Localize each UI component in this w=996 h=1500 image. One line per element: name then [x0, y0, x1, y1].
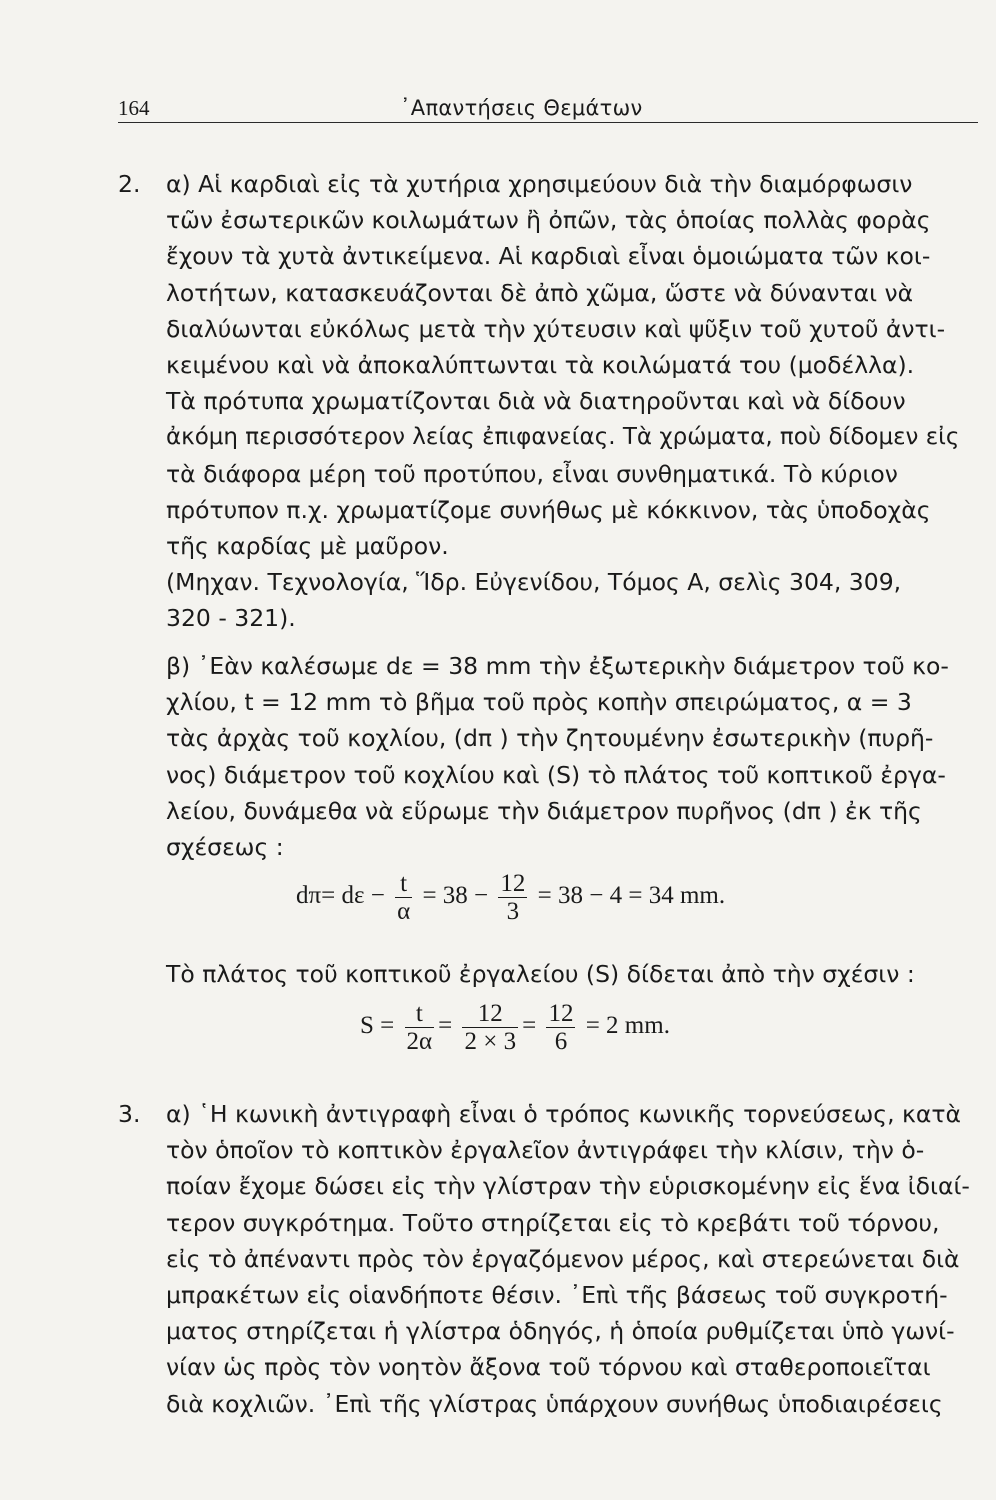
text-line: χλίου, t = 12 mm τὸ βῆμα τοῦ πρὸς κοπὴν σπειρώματος, α = 3 [166, 688, 912, 717]
text-line: ἔχουν τὰ χυτὰ ἀντικείμενα. Αἱ καρδιαὶ εἶναι ὁμοιώματα τῶν κοι- [166, 242, 931, 271]
section-2-s-sentence [118, 956, 970, 992]
eq1-mid: = 38 − [422, 882, 489, 910]
text-line: κειμένου καὶ νὰ ἀποκαλύπτωνται τὰ κοιλώματά του (μοδέλλα). [166, 351, 915, 380]
fraction: $\frac{t}{2\alpha}$ [406, 1000, 433, 1055]
section-2-a [118, 166, 970, 637]
section-number: 3. [118, 1100, 141, 1128]
equation-core-diameter [296, 870, 725, 925]
text-line: τερον συγκρότημα. Τοῦτο στηρίζεται εἰς τὸ κρεβάτι τοῦ τόρνου, [166, 1208, 940, 1237]
text-line: νος) διάμετρον τοῦ κοχλίου καὶ (S) τὸ πλάτος τοῦ κοπτικοῦ ἐργα- [166, 760, 946, 789]
equation-tool-width: S = $\frac{t}{2\alpha}$ = $\frac{12}{2 \times 3}$ = $\frac{12}{6}$ = 2 mm. [360, 1000, 670, 1055]
text-line: α) ῾Η κωνικὴ ἀντιγραφὴ εἶναι ὁ τρόπος κωνικῆς τορνεύσεως, κατὰ [166, 1100, 961, 1128]
text-line: νίαν ὡς πρὸς τὸν νοητὸν ἄξονα τοῦ τόρνου καὶ σταθεροποιεῖται [166, 1353, 931, 1382]
text-line: β) ᾿Εὰν καλέσωμε dε = 38 mm τὴν ἐξωτερικὴν διάμετρον τοῦ κο- [166, 652, 949, 680]
section-number: 2. [118, 170, 141, 198]
citation-line: 320 - 321). [166, 604, 296, 633]
fraction: $\frac{t}{\alpha}$ [397, 870, 411, 925]
eq1-lhs: dπ= dε − [296, 882, 385, 910]
text-line: τὰς ἀρχὰς τοῦ κοχλίου, (dπ ) τὴν ζητουμένην ἐσωτερικὴν (πυρῆ- [166, 724, 934, 753]
eq1-rhs: = 38 − 4 = 34 mm. [537, 882, 726, 910]
text-line: τὰ διάφορα μέρη τοῦ προτύπου, εἶναι συνθηματικά. Τὸ κύριον [166, 459, 898, 488]
text-line: α) Αἱ καρδιαὶ εἰς τὰ χυτήρια χρησιμεύουν διὰ τὴν διαμόρφωσιν [166, 170, 913, 198]
header-rule [118, 122, 978, 123]
section-2-b [118, 648, 970, 865]
text-line: λοτήτων, κατασκευάζονται δὲ ἀπὸ χῶμα, ὥστε νὰ δύνανται νὰ [166, 278, 914, 307]
text-line: διαλύωνται εὐκόλως μετὰ τὴν χύτευσιν καὶ ψῦξιν τοῦ χυτοῦ ἀντι- [166, 314, 946, 343]
text-line: πρότυπον π.χ. χρωματίζομε συνήθως μὲ κόκκινον, τὰς ὑποδοχὰς [166, 495, 931, 524]
text-line: τῶν ἐσωτερικῶν κοιλωμάτων ἢ ὀπῶν, τὰς ὁποίας πολλὰς φορὰς [166, 206, 931, 235]
text-line: μπρακέτων εἰς οἱανδήποτε θέσιν. ᾿Επὶ τῆς βάσεως τοῦ συγκροτή- [166, 1281, 948, 1310]
text-line: Τὸ πλάτος τοῦ κοπτικοῦ ἐργαλείου (S) δίδεται ἀπὸ τὴν σχέσιν : [166, 960, 915, 988]
text-line: τῆς καρδίας μὲ μαῦρον. [166, 532, 449, 561]
text-line: λείου, δυνάμεθα νὰ εὕρωμε τὴν διάμετρον πυρῆνος (dπ ) ἐκ τῆς [166, 796, 922, 825]
fraction: $\frac{12}{2 \times 3}$ [464, 1000, 517, 1055]
text-line: Τὰ πρότυπα χρωματίζονται διὰ νὰ διατηροῦνται καὶ νὰ δίδουν [166, 387, 906, 416]
text-line: διὰ κοχλιῶν. ᾿Επὶ τῆς γλίστρας ὑπάρχουν συνήθως ὑποδιαιρέσεις [166, 1389, 943, 1418]
text-line: εἰς τὸ ἀπέναντι πρὸς τὸν ἐργαζόμενον μέρος, καὶ στερεώνεται διὰ [166, 1244, 960, 1273]
fraction: $\frac{12}{6}$ [548, 1000, 574, 1055]
section-3 [118, 1096, 970, 1422]
text-line: σχέσεως : [166, 833, 284, 862]
text-line: ἀκόμη περισσότερον λείας ἐπιφανείας. Τὰ χρώματα, ποὺ δίδομεν εἰς [166, 424, 960, 451]
text-line: τὸν ὁποῖον τὸ κοπτικὸν ἐργαλεῖον ἀντιγράφει τὴν κλίσιν, τὴν ὁ- [166, 1136, 925, 1165]
text-line: ποίαν ἔχομε δώσει εἰς τὴν γλίστραν τὴν εὑρισκομένην εἰς ἕνα ἰδιαί- [166, 1172, 970, 1201]
fraction: $\frac{12}{3}$ [500, 870, 526, 925]
citation-line: (Μηχαν. Τεχνολογία, Ἵδρ. Εὐγενίδου, Τόμος Α, σελὶς 304, 309, [166, 568, 902, 597]
page-number: 164 [118, 96, 150, 120]
eq2-lhs: S = [360, 1012, 395, 1040]
text-line: ματος στηρίζεται ἡ γλίστρα ὁδηγός, ἡ ὁποία ρυθμίζεται ὑπὸ γωνί- [166, 1317, 955, 1346]
eq2-rhs: = 2 mm. [585, 1012, 670, 1040]
running-title: ᾿Απαντήσεις Θεμάτων [400, 96, 643, 120]
